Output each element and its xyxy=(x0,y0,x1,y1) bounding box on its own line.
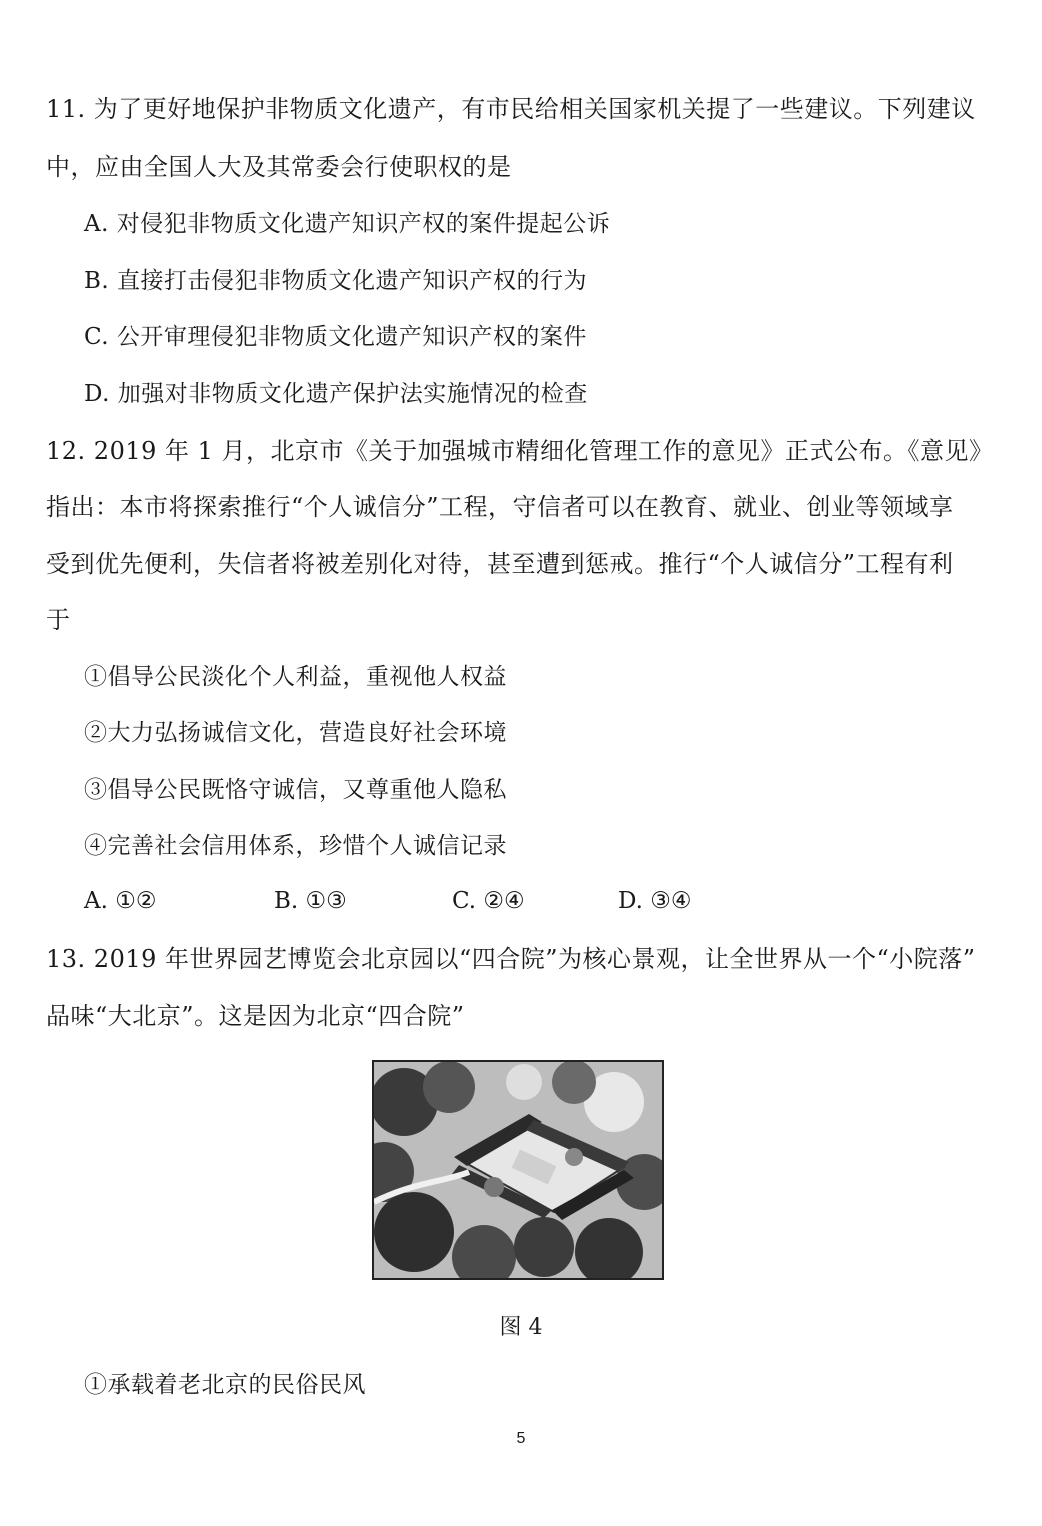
q12-item-3: ③倡导公民既恪守诚信，又尊重他人隐私 xyxy=(84,777,507,803)
q12-stem-line-1: 12. 2019 年 1 月，北京市《关于加强城市精细化管理工作的意见》正式公布。《意见》 xyxy=(46,437,994,465)
q11-option-c: C. 公开审理侵犯非物质文化遗产知识产权的案件 xyxy=(84,324,587,350)
figure-caption: 图 4 xyxy=(499,1315,543,1340)
page-number: 5 xyxy=(516,1430,526,1447)
q12-stem-line-4: 于 xyxy=(46,606,71,634)
q12-answer-a: A. ①② xyxy=(84,888,157,914)
q11-stem-line-2: 中，应由全国人大及其常委会行使职权的是 xyxy=(46,153,512,181)
q12-stem-line-3: 受到优先便利，失信者将被差别化对待，甚至遭到惩戒。推行“个人诚信分”工程有利 xyxy=(46,550,954,578)
q11-option-b: B. 直接打击侵犯非物质文化遗产知识产权的行为 xyxy=(84,268,588,294)
q11-stem-line-1: 11. 为了更好地保护非物质文化遗产，有市民给相关国家机关提了一些建议。下列建议 xyxy=(46,95,976,123)
q12-item-4: ④完善社会信用体系，珍惜个人诚信记录 xyxy=(84,833,507,859)
q11-option-a: A. 对侵犯非物质文化遗产知识产权的案件提起公诉 xyxy=(84,211,611,237)
q13-item-1: ①承载着老北京的民俗民风 xyxy=(84,1372,366,1398)
q12-answer-choices xyxy=(84,886,784,918)
q12-stem-line-2: 指出：本市将探索推行“个人诚信分”工程，守信者可以在教育、就业、创业等领域享 xyxy=(46,493,954,521)
q13-stem-line-1: 13. 2019 年世界园艺博览会北京园以“四合院”为核心景观，让全世界从一个“小院落” xyxy=(46,945,976,973)
q12-answer-b: B. ①③ xyxy=(274,888,347,914)
q13-stem-line-2: 品味“大北京”。这是因为北京“四合院” xyxy=(46,1002,465,1030)
q12-answer-c: C. ②④ xyxy=(452,888,525,914)
q11-option-d: D. 加强对非物质文化遗产保护法实施情况的检查 xyxy=(84,381,588,407)
q12-item-1: ①倡导公民淡化个人利益，重视他人权益 xyxy=(84,664,507,690)
siheyuan-aerial-photo xyxy=(372,1060,664,1280)
q12-answer-d: D. ③④ xyxy=(618,888,692,914)
q12-item-2: ②大力弘扬诚信文化，营造良好社会环境 xyxy=(84,720,507,746)
